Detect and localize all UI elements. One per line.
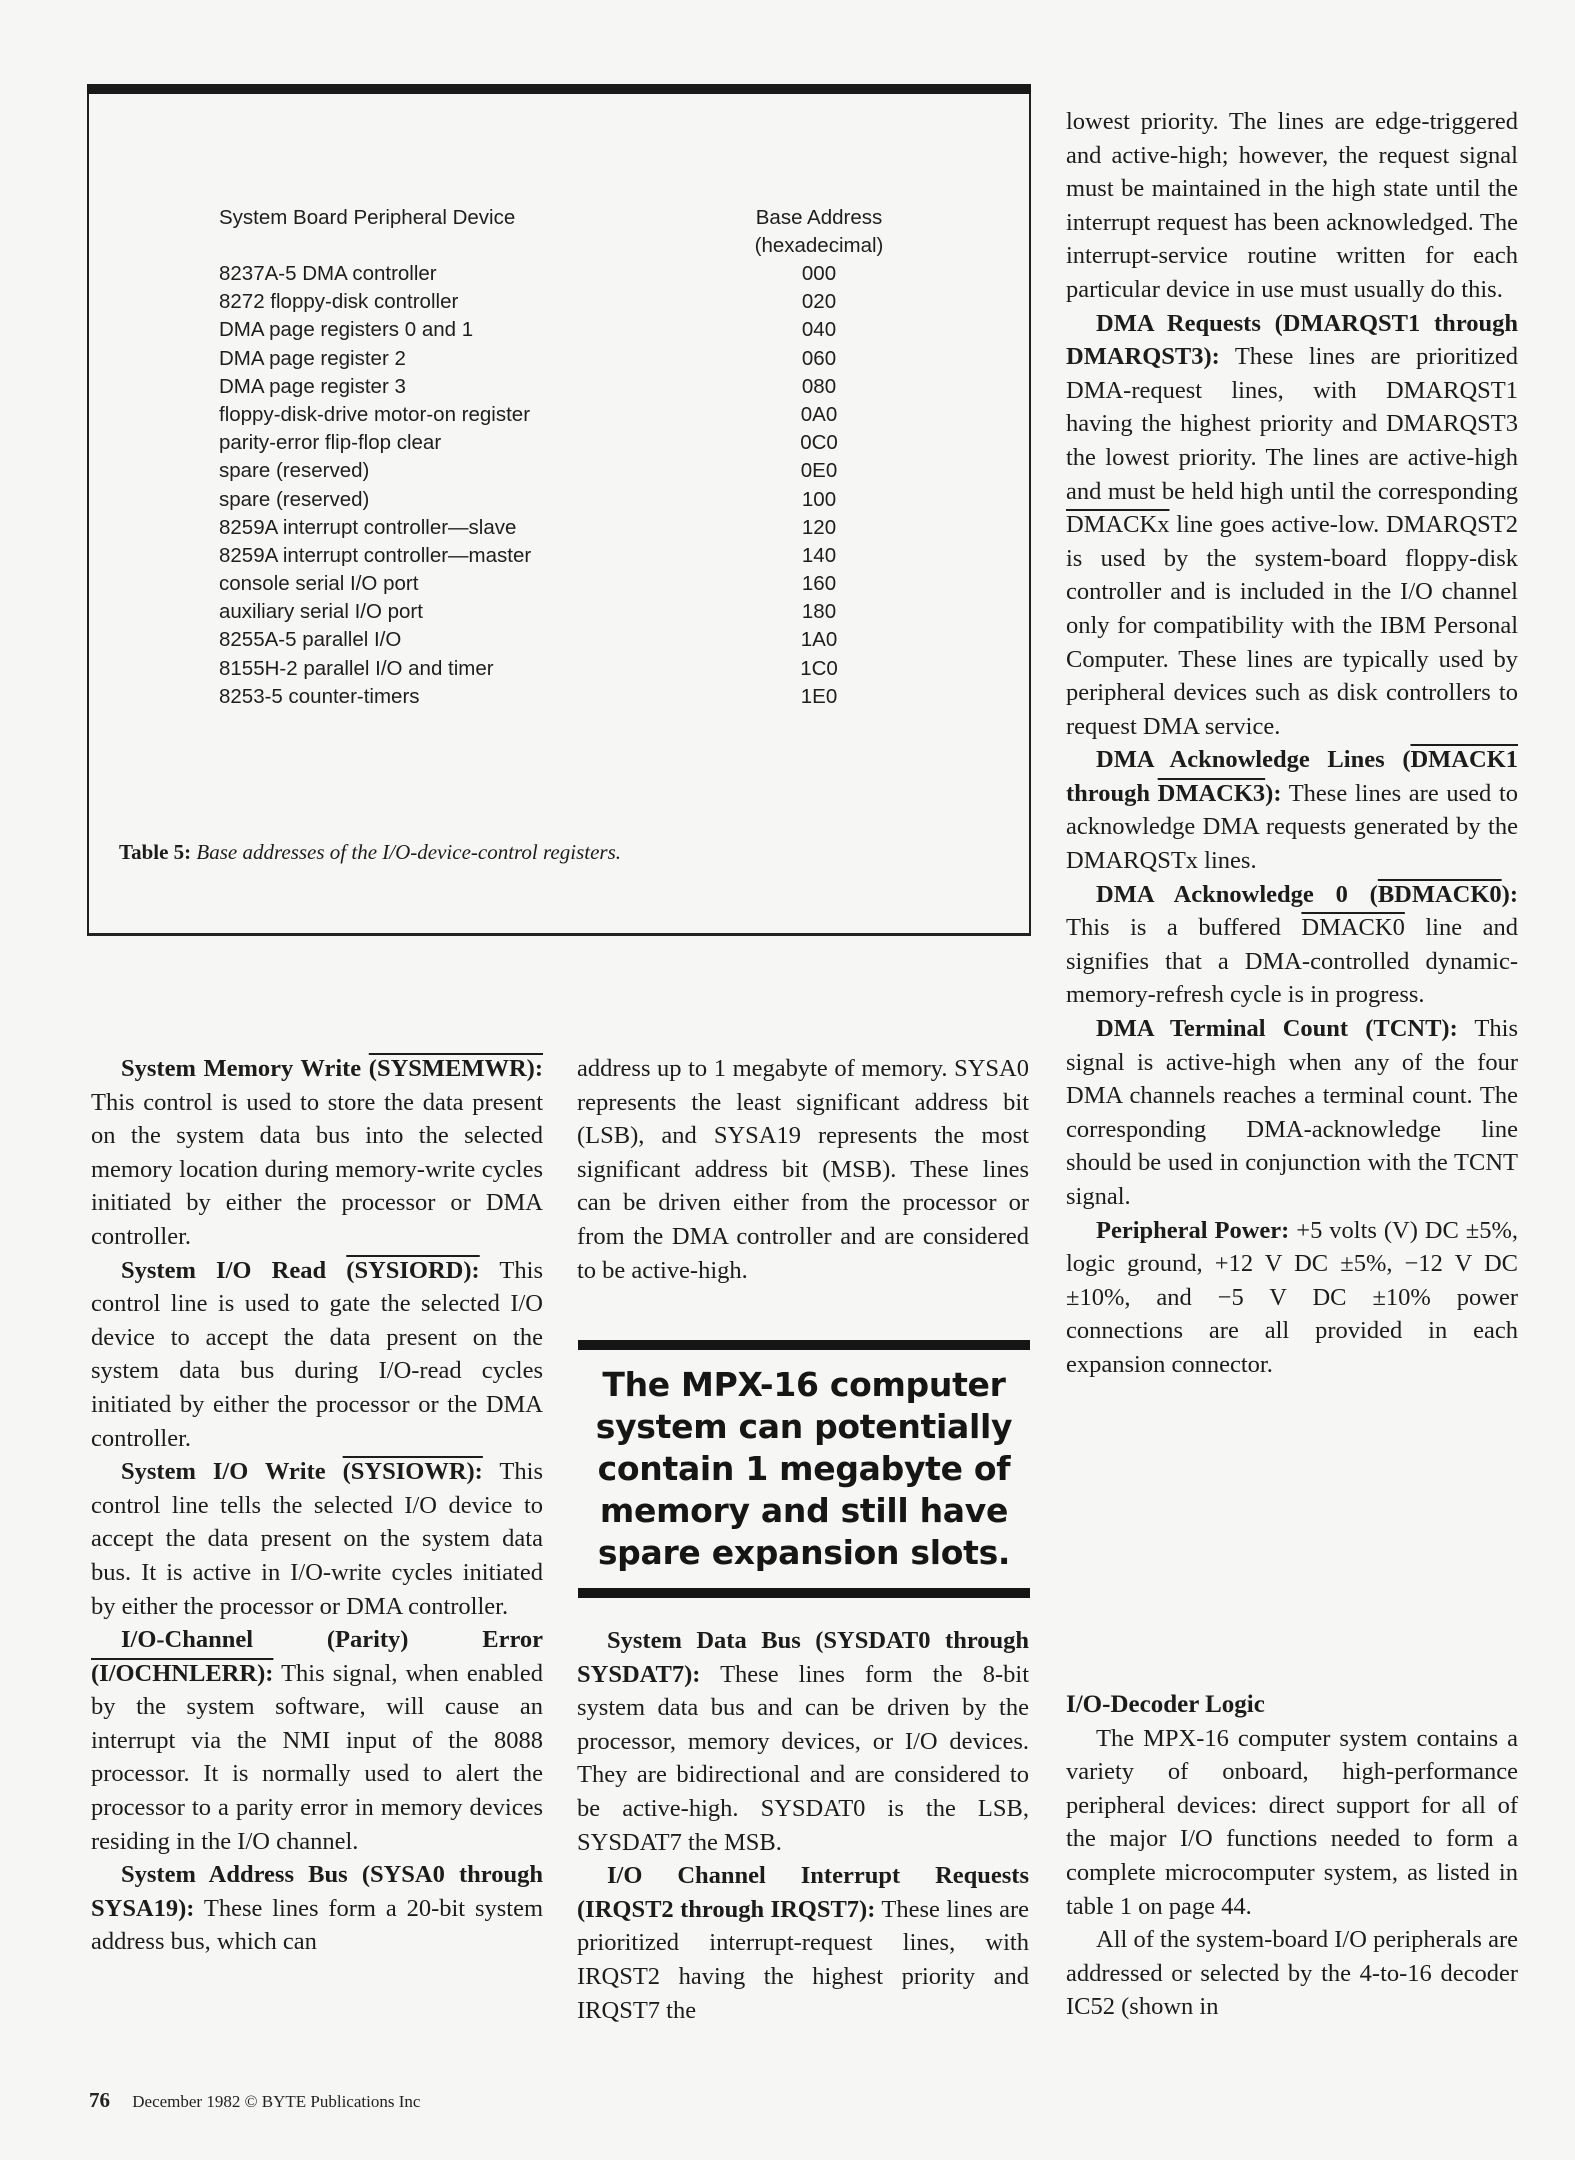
paragraph-bdmack0	[1066, 878, 1518, 1012]
device-cell: 8155H-2 parallel I/O and timer	[219, 656, 494, 680]
paragraph-iochnlerr	[91, 1623, 543, 1858]
pull-quote-text: The MPX-16 computer system can potentially contain 1 megabyte of memory and still have spare expansion slots.	[595, 1365, 1013, 1572]
paragraph-sysiord	[91, 1254, 543, 1456]
paragraph-body: +5 volts (V) DC ±5%, logic ground, +12 V DC ±5%, −12 V DC ±10%, and −5 V DC ±10% power connections are all provided in each expansion connector.	[1066, 1216, 1518, 1378]
address-cell: 1E0	[800, 684, 838, 708]
table-5-box	[87, 84, 1031, 936]
page-number: 76	[89, 2088, 110, 2112]
paragraph-tcnt	[1066, 1012, 1518, 1214]
signal-name: DMACK0	[1301, 914, 1405, 942]
table-row	[219, 570, 979, 598]
address-cell: 060	[801, 346, 837, 370]
paragraph-peripheral-power	[1066, 1214, 1518, 1382]
address-cell: 0A0	[800, 402, 838, 426]
device-cell: floppy-disk-drive motor-on register	[219, 402, 531, 426]
pull-quote-bottom-rule	[578, 1588, 1030, 1598]
table-top-rule	[87, 84, 1031, 94]
term-heading: System Data Bus (SYSDAT0 through SYSDAT7):	[577, 1627, 1029, 1688]
page-footer	[89, 2088, 420, 2113]
table-caption	[119, 840, 621, 865]
paragraph-body: This signal is active-high when any of the four DMA channels reaches a terminal count. The corresponding DMA-acknowledge line should be used in conjunction with the TCNT signal.	[1066, 1015, 1518, 1210]
base-address-table	[219, 204, 979, 711]
term-heading: I/O-Channel (Parity) Error	[121, 1626, 543, 1654]
address-cell: 160	[801, 572, 837, 596]
device-cell: 8272 floppy-disk controller	[219, 290, 459, 314]
table-row	[219, 429, 979, 457]
address-cell: 1C0	[800, 656, 838, 680]
table-row	[219, 288, 979, 316]
header-address	[739, 204, 899, 260]
device-cell: 8259A interrupt controller—master	[219, 543, 532, 567]
paragraph-sysdat	[577, 1624, 1029, 1859]
term-heading: System I/O Write	[121, 1458, 343, 1486]
device-cell: parity-error flip-flop clear	[219, 431, 442, 455]
table-row	[219, 626, 979, 654]
paragraph-body: This signal, when enabled by the system software, will cause an interrupt via the NMI input of the 8088 processor. It is normally used to alert the processor to a parity error in memory devices residing in the I/O channel.	[91, 1659, 543, 1855]
signal-name: (SYSMEMWR):	[368, 1055, 543, 1082]
table-row	[219, 683, 979, 711]
header-device: System Board Peripheral Device	[219, 206, 516, 229]
table-row	[219, 542, 979, 570]
address-cell: 1A0	[800, 628, 838, 652]
address-cell: 040	[801, 318, 837, 342]
paragraph-body: These lines are prioritized interrupt-request lines, with IRQST2 having the highest priority and IRQST7 the	[577, 1895, 1029, 2024]
term-heading: DMA Acknowledge 0 (	[1096, 880, 1378, 908]
address-cell: 120	[801, 515, 837, 539]
signal-name: DMACKx	[1066, 511, 1170, 539]
left-column	[91, 1052, 543, 1959]
table-row	[219, 373, 979, 401]
table-row	[219, 598, 979, 626]
paragraph-decoder-ic52: All of the system-board I/O peripherals are addressed or selected by the 4-to-16 decoder IC52 (shown in	[1066, 1926, 1518, 2021]
middle-column-top	[577, 1052, 1029, 1287]
paragraph-dmack	[1066, 743, 1518, 877]
paragraph-dmarqst	[1066, 307, 1518, 744]
device-cell: DMA page registers 0 and 1	[219, 318, 474, 342]
paragraph-body: These lines are used to acknowledge DMA requests generated by the DMARQSTx lines.	[1066, 779, 1519, 875]
table-row	[219, 401, 979, 429]
paragraph-sysa-continued: address up to 1 megabyte of memory. SYSA0 represents the least significant address bit (LSB), and SYSA19 represents the most significant address bit (MSB). These lines can be driven either from the processor or from the DMA controller and are considered to be active-high.	[577, 1055, 1029, 1284]
term-heading: DMA Terminal Count (TCNT):	[1096, 1015, 1458, 1043]
table-row	[219, 345, 979, 373]
header-address-line2: (hexadecimal)	[754, 234, 884, 257]
device-cell: DMA page register 2	[219, 346, 406, 370]
paragraph-sysa	[91, 1858, 543, 1959]
signal-name: BDMACK0	[1377, 880, 1502, 908]
paragraph-body: These lines are prioritized DMA-request lines, with DMARQST1 having the highest priority and DMARQST3 the lowest priority. The lines are active-high and must be held high until the corresponding	[1066, 343, 1518, 505]
paragraph-sysmemwr	[91, 1052, 543, 1254]
term-heading: through	[1066, 779, 1158, 807]
address-cell: 080	[801, 374, 837, 398]
section-heading: I/O-Decoder Logic	[1066, 1691, 1265, 1718]
table-row	[219, 260, 979, 288]
address-cell: 100	[801, 487, 837, 511]
device-cell: 8259A interrupt controller—slave	[219, 515, 517, 539]
paragraph-body: line and signifies that a DMA-controlled dynamic-memory-refresh cycle is in progress.	[1066, 914, 1518, 1009]
right-column	[1066, 105, 1518, 1382]
paragraph-irqst	[577, 1859, 1029, 2027]
term-heading: System I/O Read	[121, 1256, 347, 1284]
table-row	[219, 457, 979, 485]
caption-label: Table 5:	[119, 840, 192, 864]
device-cell: auxiliary serial I/O port	[219, 600, 423, 624]
term-heading: System Address Bus (SYSA0 through SYSA19):	[91, 1861, 543, 1922]
table-row	[219, 486, 979, 514]
signal-name: (SYSIOWR):	[342, 1458, 483, 1486]
signal-name: (SYSIORD):	[346, 1256, 480, 1284]
paragraph-body: This control is used to store the data present on the system data bus into the selected memory location during memory-write cycles initiated by either the processor or DMA controller.	[91, 1088, 543, 1250]
paragraph-decoder-intro: The MPX-16 computer system contains a variety of onboard, high-performance peripheral devices: direct support for all of the major I/O functions needed to form a complete microcomputer system, as listed in table 1 on page 44.	[1066, 1724, 1518, 1920]
paragraph-body: This control line is used to gate the selected I/O device to accept the data present on the system data bus during I/O-read cycles initiated by either the processor or the DMA controller.	[91, 1256, 543, 1452]
signal-name: (I/OCHNLERR):	[91, 1659, 274, 1687]
middle-column-bottom	[577, 1624, 1029, 2027]
table-header-row	[219, 204, 979, 260]
pull-quote	[578, 1340, 1030, 1598]
term-heading: DMA Requests (DMARQST1 through DMARQST3):	[1066, 309, 1518, 371]
paragraph-body: This is a buffered	[1066, 914, 1302, 942]
pull-quote-top-rule	[578, 1340, 1030, 1350]
header-address-line1: Base Address	[755, 206, 883, 229]
paragraph-body: These lines form the 8-bit system data bus and can be driven by the processor, memory devices, or I/O devices. They are bidirectional and are considered to be active-high. SYSDAT0 is the LSB, SYSDAT7 the MSB.	[577, 1660, 1029, 1856]
table-row	[219, 514, 979, 542]
address-cell: 180	[801, 600, 837, 624]
term-heading: Peripheral Power:	[1096, 1216, 1290, 1244]
term-heading: ):	[1501, 880, 1518, 908]
device-cell: 8253-5 counter-timers	[219, 684, 420, 708]
paragraph-body: This control line tells the selected I/O device to accept the data present on the system data bus. It is active in I/O-write cycles initiated by either the processor or DMA controller.	[91, 1458, 543, 1620]
device-cell: spare (reserved)	[219, 487, 370, 511]
caption-text: Base addresses of the I/O-device-control registers.	[196, 840, 621, 864]
address-cell: 000	[801, 262, 837, 285]
term-heading: I/O Channel Interrupt Requests (IRQST2 through IRQST7):	[577, 1862, 1029, 1923]
device-cell: console serial I/O port	[219, 572, 419, 596]
paragraph-irqst-continued: lowest priority. The lines are edge-triggered and active-high; however, the request signal must be maintained in the high state until the interrupt request has been acknowledged. The interrupt-service routine written for each particular device in use must usually do this.	[1066, 108, 1518, 303]
address-cell: 140	[801, 543, 837, 567]
signal-name: DMACK1	[1410, 746, 1518, 774]
device-cell: DMA page register 3	[219, 374, 406, 398]
device-cell: spare (reserved)	[219, 459, 370, 483]
address-cell: 0C0	[800, 431, 838, 455]
term-heading: DMA Acknowledge Lines (	[1096, 746, 1411, 774]
signal-name: DMACK3	[1157, 779, 1266, 807]
term-heading: System Memory Write	[121, 1055, 362, 1082]
table-row	[219, 655, 979, 683]
term-heading: ):	[1265, 779, 1282, 807]
table-row	[219, 316, 979, 344]
footer-credit: December 1982 © BYTE Publications Inc	[132, 2092, 421, 2111]
paragraph-body: These lines form a 20-bit system address bus, which can	[91, 1894, 543, 1956]
device-cell: 8237A-5 DMA controller	[219, 262, 437, 285]
paragraph-body: line goes active-low. DMARQST2 is used by the system-board floppy-disk controller and is included in the I/O channel only for compatibility with the IBM Personal Computer. These lines are typically used by peripheral devices such as disk controllers to request DMA service.	[1066, 511, 1518, 740]
paragraph-sysiowr	[91, 1455, 543, 1623]
address-cell: 0E0	[800, 459, 838, 483]
device-cell: 8255A-5 parallel I/O	[219, 628, 402, 652]
right-column-section	[1066, 1688, 1518, 2024]
address-cell: 020	[801, 290, 837, 314]
